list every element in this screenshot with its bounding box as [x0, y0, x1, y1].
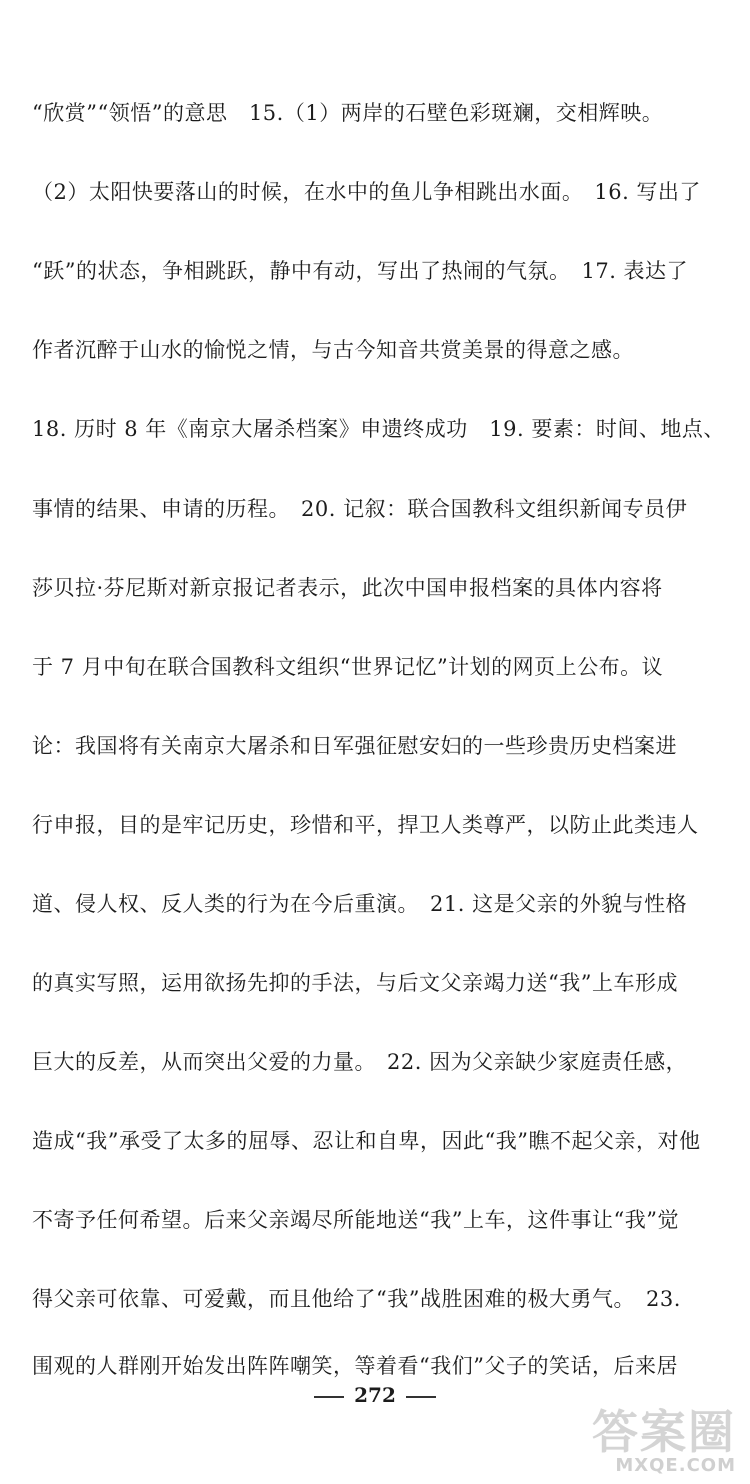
watermark-logo [532, 1396, 742, 1478]
text-line: 造成“我”承受了太多的屈辱、忍让和自卑，因此“我”瞧不起父亲，对他 [32, 1129, 701, 1153]
page-number: 272 [354, 1383, 396, 1407]
text-line: 的真实写照，运用欲扬先抑的手法，与后文父亲竭力送“我”上车形成 [32, 971, 678, 995]
text-line: 于 7 月中旬在联合国教科文组织“世界记忆”计划的网页上公布。议 [32, 655, 664, 679]
text-line: 论：我国将有关南京大屠杀和日军强征慰安妇的一些珍贵历史档案进 [32, 734, 677, 758]
text-line: 莎贝拉·芬尼斯对新京报记者表示，此次中国申报档案的具体内容将 [32, 576, 663, 600]
text-line: 得父亲可依靠、可爱戴，而且他给了“我”战胜困难的极大勇气。 23. [32, 1287, 681, 1311]
watermark-text: 答案圈 [592, 1405, 736, 1459]
footer-dash-left [314, 1396, 344, 1398]
text-line: 行申报，目的是牢记历史，珍惜和平，捍卫人类尊严，以防止此类违人 [32, 813, 699, 837]
text-line: （2）太阳快要落山的时候，在水中的鱼儿争相跳出水面。 16. 写出了 [32, 180, 701, 204]
text-line: 不寄予任何希望。后来父亲竭尽所能地送“我”上车，这件事让“我”觉 [32, 1208, 679, 1232]
text-line: “欣赏”“领悟”的意思 15.（1）两岸的石壁色彩斑斓，交相辉映。 [32, 101, 664, 125]
text-line: 道、侵人权、反人类的行为在今后重演。 21. 这是父亲的外貌与性格 [32, 892, 688, 916]
watermark-url: MXQE.COM [615, 1455, 736, 1476]
text-line: 事情的结果、申请的历程。 20. 记叙：联合国教科文组织新闻专员伊 [32, 497, 688, 521]
text-line: 18. 历时 8 年《南京大屠杀档案》申遗终成功 19. 要素：时间、地点、 [32, 417, 725, 441]
text-line: 巨大的反差，从而突出父爱的力量。 22. 因为父亲缺少家庭责任感， [32, 1050, 688, 1074]
text-line: 作者沉醉于山水的愉悦之情，与古今知音共赏美景的得意之感。 [32, 338, 634, 362]
text-line: 围观的人群刚开始发出阵阵嘲笑，等着看“我们”父子的笑话，后来居 [32, 1354, 678, 1378]
text-line: “跃”的状态，争相跳跃，静中有动，写出了热闹的气氛。 17. 表达了 [32, 259, 689, 283]
footer-dash-right [406, 1396, 436, 1398]
